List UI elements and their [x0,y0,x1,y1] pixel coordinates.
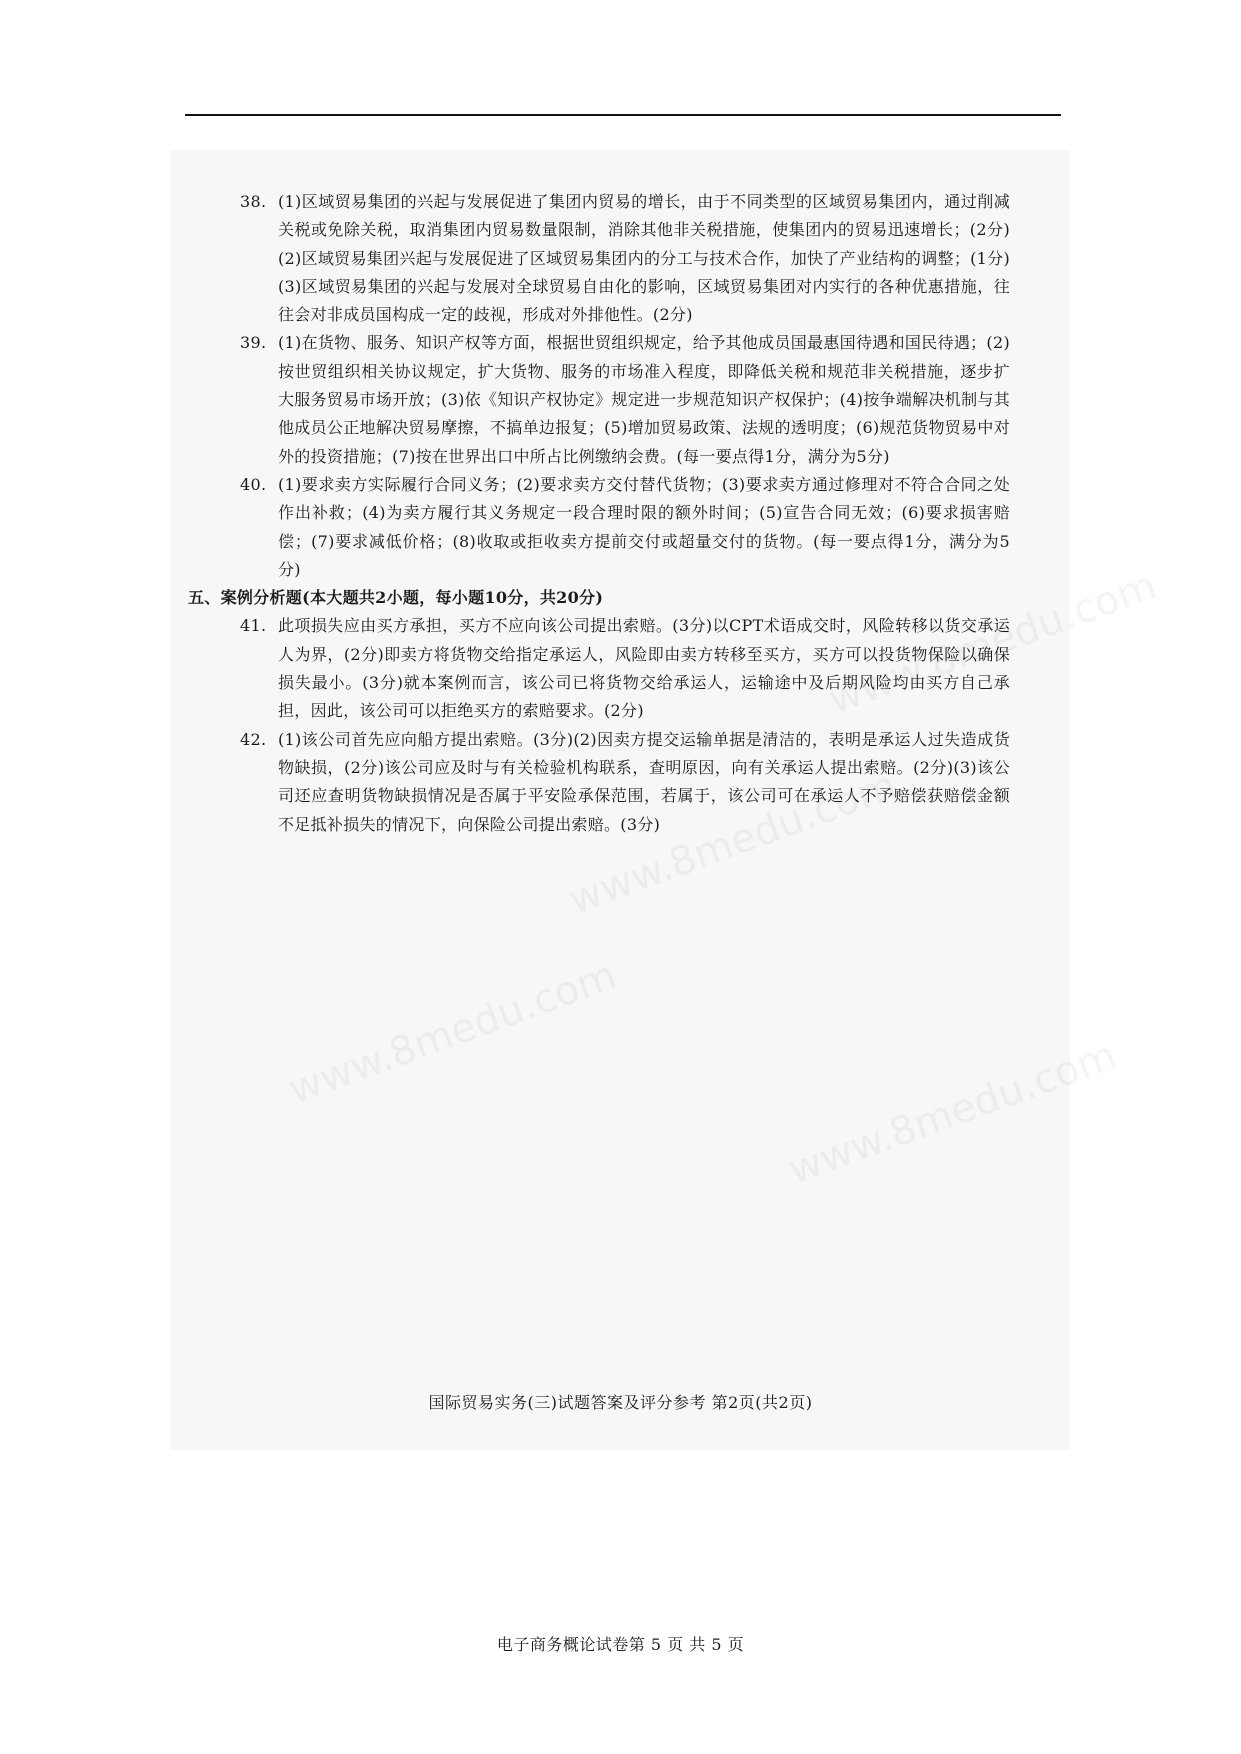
item-number: 38. [240,192,267,211]
item-number: 39. [240,333,267,353]
answer-item-42 [240,726,1010,839]
section-title: 五、案例分析题(本大题共2小题，每小题10分，共20分) [188,588,604,608]
item-text: (1)要求卖方实际履行合同义务；(2)要求卖方交付替代货物；(3)要求卖方通过修理对不符合合同之处作出补救；(4)为卖方履行其义务规定一段合理时限的额外时间；(5)宣告合同无效；(6)要求损害赔偿；(7)要求减低价格；(8)收取或拒收卖方提前交付或超量交付的货物。(每一要点得1分，满分为5分) [278,474,1010,579]
item-text: (1)该公司首先应向船方提出索赔。(3分)(2)因卖方提交运输单据是清洁的，表明是承运人过失造成货物缺损，(2分)该公司应及时与有关检验机构联系，查明原因，向有关承运人提出索赔。(2分)(3)该公司还应查明货物缺损情况是否属于平安险承保范围，若属于，该公司可在承运人不予赔偿获赔偿金额不足抵补损失的情况下，向保险公司提出索赔。(3分) [278,729,1010,834]
item-text: (1)区域贸易集团的兴起与发展促进了集团内贸易的增长，由于不同类型的区域贸易集团内，通过削减关税或免除关税，取消集团内贸易数量限制，消除其他非关税措施，使集团内的贸易迅速增长；(2分)(2)区域贸易集团兴起与发展促进了区域贸易集团内的分工与技术合作，加快了产业结构的调整；(1分)(3)区域贸易集团的兴起与发展对全球贸易自由化的影响，区域贸易集团对内实行的各种优惠措施，往往会对非成员国构成一定的歧视，形成对外排他性。(2分) [278,192,1010,325]
answer-item-39 [240,329,1010,470]
answer-item-40 [240,471,1010,584]
answer-key-page-footer: 国际贸易实务(三)试题答案及评分参考 第2页(共2页) [428,1393,813,1412]
answer-item-38 [240,188,1010,329]
item-number: 40. [240,474,267,494]
answer-item-41 [240,612,1010,725]
header-rule [185,114,1061,116]
answer-content [188,188,1010,839]
item-number: 41. [240,616,267,636]
item-text: (1)在货物、服务、知识产权等方面，根据世贸组织规定，给予其他成员国最惠国待遇和国民待遇；(2)按世贸组织相关协议规定，扩大货物、服务的市场准入程度，即降低关税和规范非关税措施，逐步扩大服务贸易市场开放；(3)依《知识产权协定》规定进一步规范知识产权保护；(4)按争端解决机制与其他成员公正地解决贸易摩擦，不搞单边报复；(5)增加贸易政策、法规的透明度；(6)规范货物贸易中对外的投资措施；(7)按在世界出口中所占比例缴纳会费。(每一要点得1分，满分为5分) [278,333,1010,466]
document-page-footer: 电子商务概论试卷第 5 页 共 5 页 [496,1635,745,1654]
item-text: 此项损失应由买方承担，买方不应向该公司提出索赔。(3分)以CPT术语成交时，风险转移以货交承运人为界，(2分)即卖方将货物交给指定承运人，风险即由卖方转移至买方，买方可以投货物保险以确保损失最小。(3分)就本案例而言，该公司已将货物交给承运人，运输途中及后期风险均由买方自己承担，因此，该公司可以拒绝买方的索赔要求。(2分) [278,616,1010,721]
item-number: 42. [240,729,267,749]
